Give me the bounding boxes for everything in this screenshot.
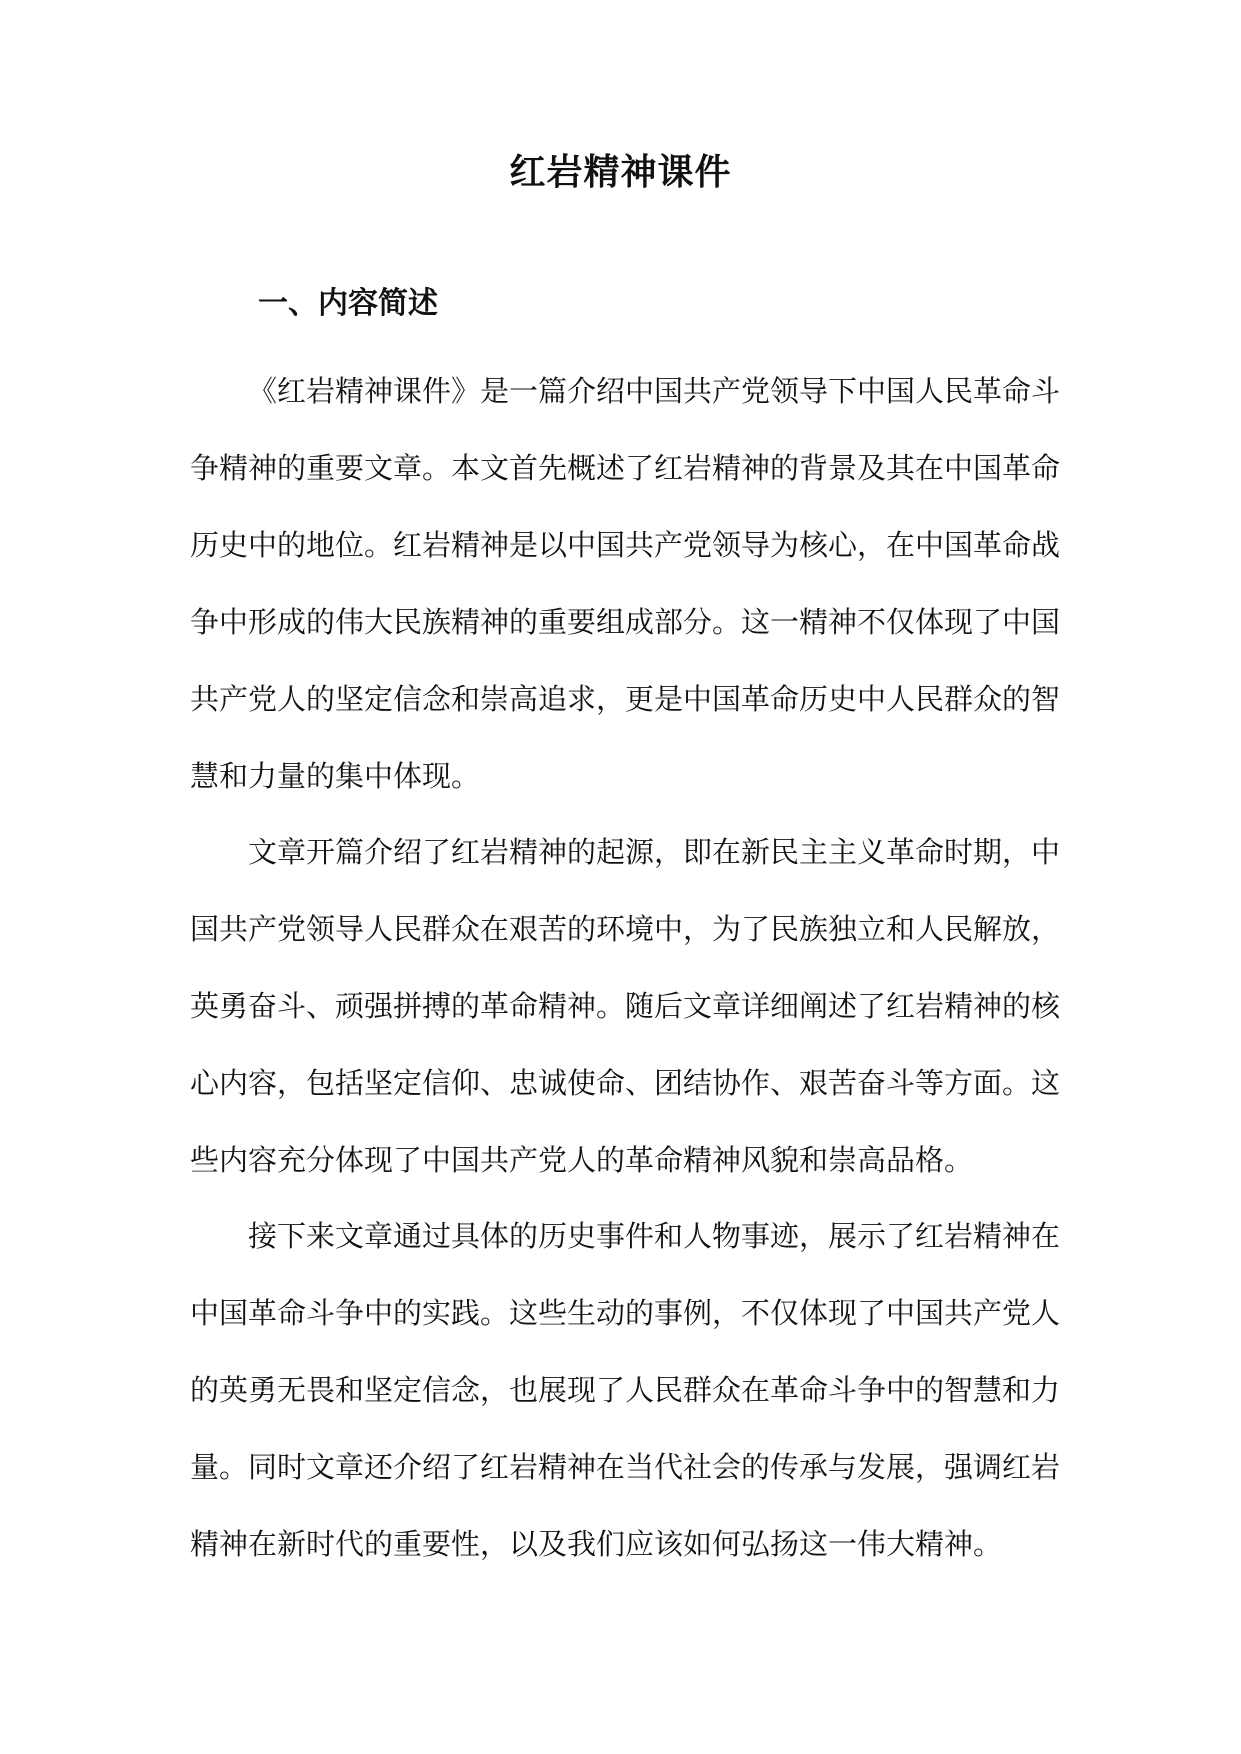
paragraph-line: 接下来文章通过具体的历史事件和人物事迹，展示了红岩精神在 <box>248 1219 1061 1253</box>
paragraph-line: 争中形成的伟大民族精神的重要组成部分。这一精神不仅体现了中国 <box>190 605 1061 639</box>
paragraph-line: 历史中的地位。红岩精神是以中国共产党领导为核心，在中国革命战 <box>190 528 1061 562</box>
document-title: 红岩精神课件 <box>509 152 732 193</box>
paragraph-line: 慧和力量的集中体现。 <box>190 759 481 793</box>
paragraph-line: 国共产党领导人民群众在艰苦的环境中，为了民族独立和人民解放， <box>190 912 1061 946</box>
paragraph <box>190 814 1061 1199</box>
paragraph-line: 精神在新时代的重要性，以及我们应该如何弘扬这一伟大精神。 <box>190 1527 1003 1561</box>
section-heading: 一、内容简述 <box>258 286 438 321</box>
paragraph <box>190 353 1061 815</box>
paragraph-line: 共产党人的坚定信念和崇高追求，更是中国革命历史中人民群众的智 <box>190 682 1061 716</box>
paragraph-line: 《红岩精神课件》是一篇介绍中国共产党领导下中国人民革命斗 <box>248 374 1061 408</box>
paragraph <box>190 1198 1061 1583</box>
paragraph-line: 心内容，包括坚定信仰、忠诚使命、团结协作、艰苦奋斗等方面。这 <box>190 1066 1061 1100</box>
paragraph-line: 争精神的重要文章。本文首先概述了红岩精神的背景及其在中国革命 <box>190 451 1061 485</box>
paragraph-line: 中国革命斗争中的实践。这些生动的事例，不仅体现了中国共产党人 <box>190 1296 1061 1330</box>
paragraph-line: 英勇奋斗、顽强拼搏的革命精神。随后文章详细阐述了红岩精神的核 <box>190 989 1061 1023</box>
paragraph-line: 的英勇无畏和坚定信念，也展现了人民群众在革命斗争中的智慧和力 <box>190 1373 1061 1407</box>
paragraph-line: 些内容充分体现了中国共产党人的革命精神风貌和崇高品格。 <box>190 1143 974 1177</box>
paragraph-line: 文章开篇介绍了红岩精神的起源，即在新民主主义革命时期，中 <box>248 835 1061 869</box>
paragraph-line: 量。同时文章还介绍了红岩精神在当代社会的传承与发展，强调红岩 <box>190 1450 1061 1484</box>
